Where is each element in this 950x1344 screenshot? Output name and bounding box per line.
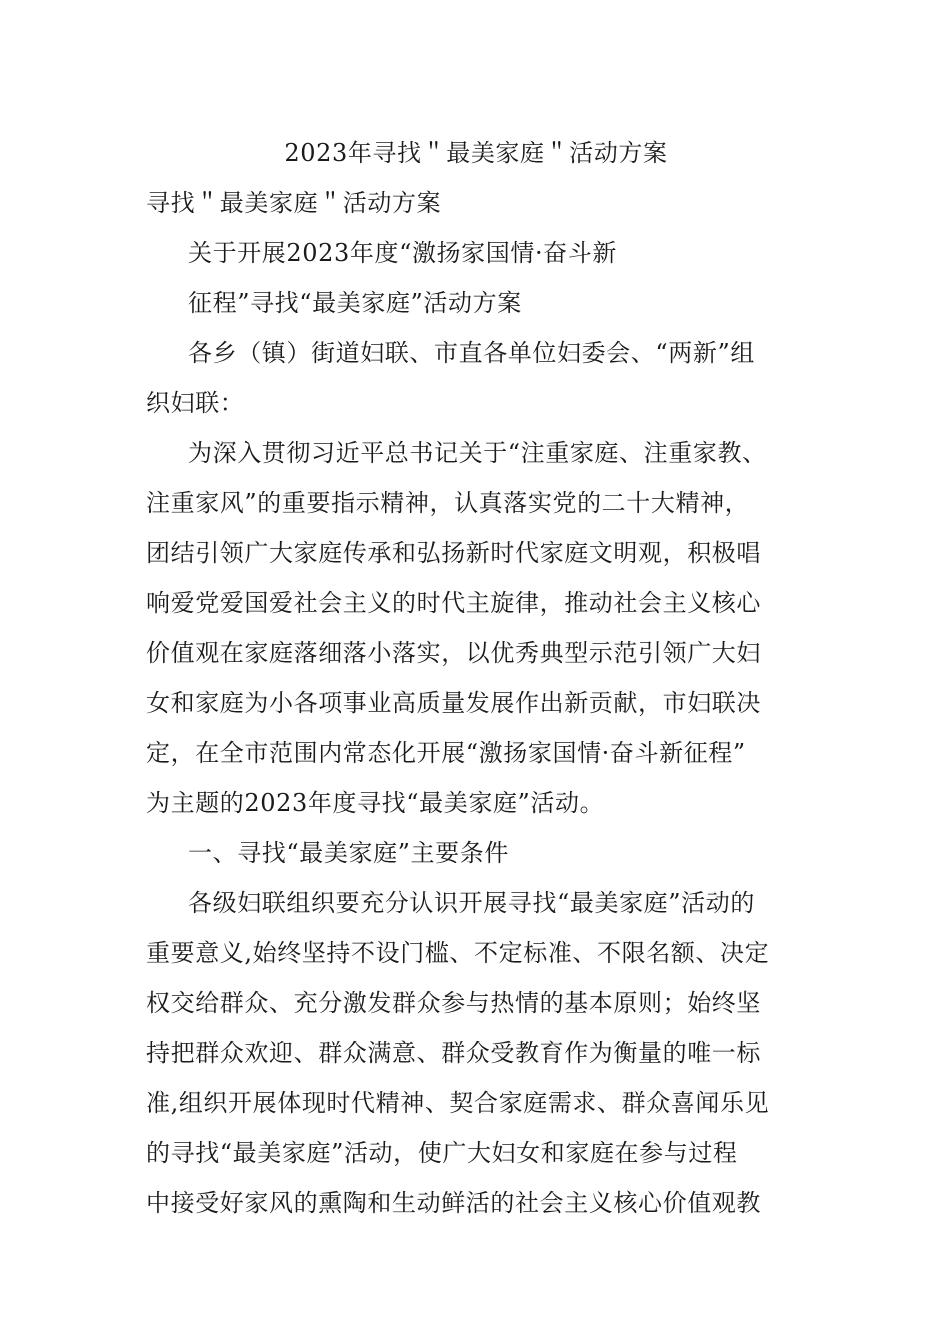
paragraph-2-line: 持把群众欢迎、群众满意、群众受教育作为衡量的唯一标 [146,1039,761,1067]
document-body [146,128,806,1228]
paragraph-2-line: 中接受好家风的熏陶和生动鲜活的社会主义核心价值观教 [146,1189,761,1217]
heading-line-1: 关于开展2023年度“激扬家国情·奋斗新 [188,239,617,267]
paragraph-2-line: 准,组织开展体现时代精神、契合家庭需求、群众喜闻乐见 [146,1089,770,1117]
paragraph-2-line: 重要意义,始终坚持不设门槛、不定标准、不限名额、决定 [146,939,770,967]
paragraph-1-line: 女和家庭为小各项事业高质量发展作出新贡献，市妇联决 [146,689,761,717]
heading-line-2: 征程”寻找“最美家庭”活动方案 [188,289,522,317]
paragraph-1-line: 价值观在家庭落细落小落实，以优秀典型示范引领广大妇 [146,639,761,667]
paragraph-1-line: 响爱党爱国爱社会主义的时代主旋律，推动社会主义核心 [146,589,761,617]
paragraph-1-line: 为主题的2023年度寻找“最美家庭”活动。 [146,789,605,817]
document-title: 2023年寻找＂最美家庭＂活动方案 [284,139,668,167]
salutation-line-2: 织妇联： [146,389,245,417]
paragraph-2-line: 权交给群众、充分激发群众参与热情的基本原则；始终坚 [146,989,761,1017]
salutation-line-1: 各乡（镇）街道妇联、市直各单位妇委会、“两新”组 [188,339,755,367]
paragraph-1-line: 定，在全市范围内常态化开展“激扬家国情·奋斗新征程” [146,739,746,767]
paragraph-2-line: 各级妇联组织要充分认识开展寻找“最美家庭”活动的 [188,889,755,917]
paragraph-2-line: 的寻找“最美家庭”活动，使广大妇女和家庭在参与过程 [146,1139,738,1167]
document-subtitle: 寻找＂最美家庭＂活动方案 [146,189,442,217]
paragraph-1-line: 为深入贯彻习近平总书记关于“注重家庭、注重家教、 [188,439,767,467]
paragraph-1-line: 注重家风”的重要指示精神，认真落实党的二十大精神， [146,489,750,517]
paragraph-1-line: 团结引领广大家庭传承和弘扬新时代家庭文明观，积极唱 [146,539,761,567]
section-1-heading: 一、寻找“最美家庭”主要条件 [188,839,509,867]
